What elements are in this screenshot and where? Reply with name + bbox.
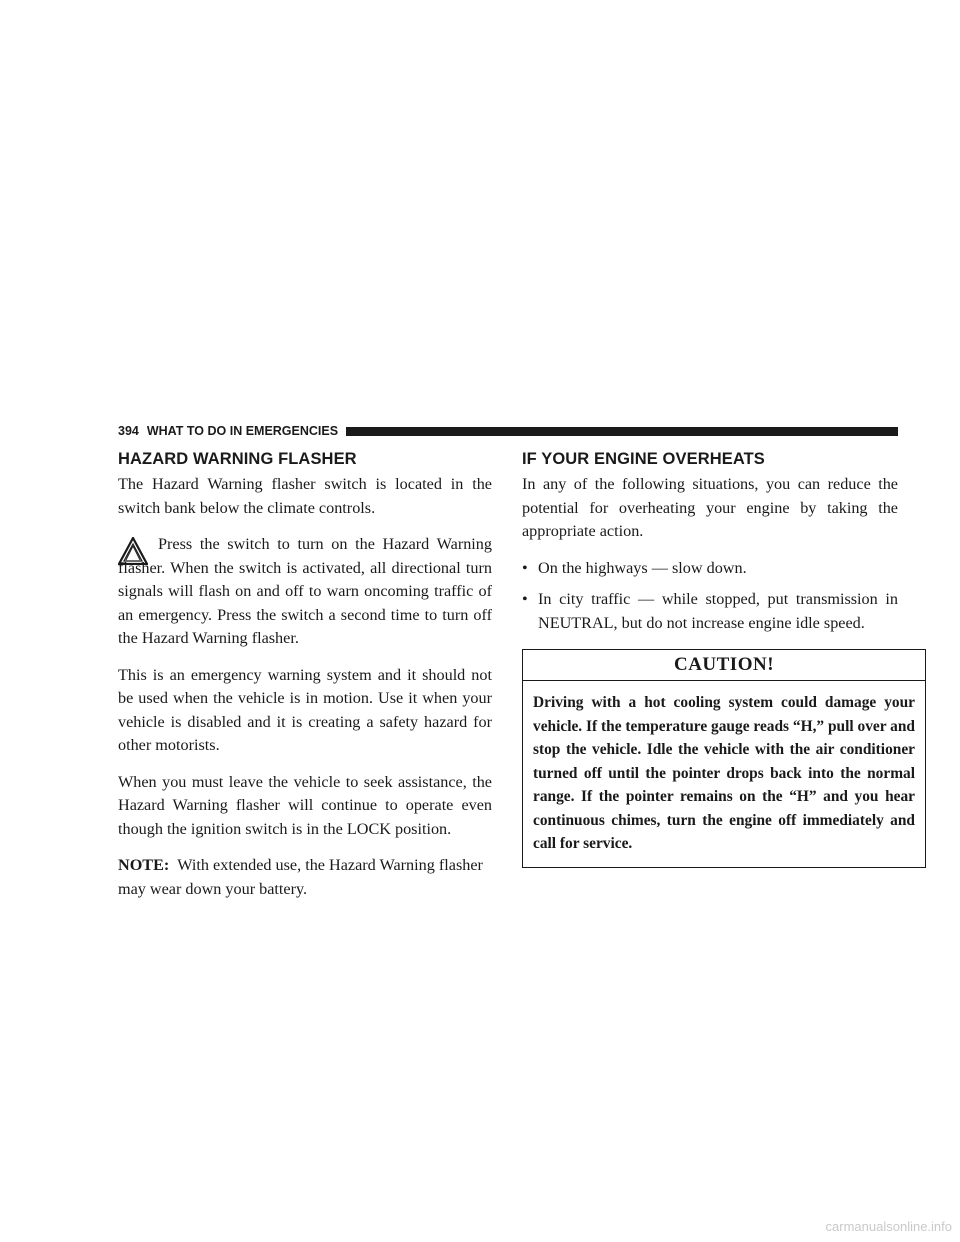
caution-box (522, 649, 926, 868)
caution-title: CAUTION! (523, 650, 925, 681)
caution-text: Driving with a hot cooling system could damage your vehicle. If the temperature gauge reads “H,” pull over and stop the vehicle. Idle the vehicle with the air conditioner turned off until the pointer drops back into the normal range. If the pointer remains on the “H” and you hear continuous chimes, turn the engine off immediately and call for service. (533, 694, 915, 852)
page-number: 394 (118, 424, 139, 438)
list-item: • In city traffic — while stopped, put transmission in NEUTRAL, but do not increase engine idle speed. (522, 590, 898, 632)
hazard-flasher-heading: HAZARD WARNING FLASHER (118, 450, 357, 468)
warning-triangle-icon (118, 537, 148, 565)
note-text: With extended use, the Hazard Warning flasher may wear down your battery. (118, 856, 483, 898)
hazard-warning-block (118, 533, 492, 651)
hazard-usage-paragraph: Press the switch to turn on the Hazard Warning flasher. When the switch is activated, all directional turn signals will flash on and off to warn oncoming traffic of an emergency. Press the switch a second time to turn off the Hazard Warning flasher. (118, 535, 492, 647)
page-header (118, 423, 898, 439)
list-item: • On the highways — slow down. (522, 557, 898, 581)
left-column (118, 450, 492, 914)
overheat-intro-paragraph: In any of the following situations, you can reduce the potential for overheating your engine by taking the appropriate action. (522, 475, 898, 540)
overheat-bullet-list (522, 557, 898, 636)
overheat-heading: IF YOUR ENGINE OVERHEATS (522, 450, 765, 468)
bullet-icon: • (522, 558, 528, 577)
header-rule (346, 427, 898, 436)
hazard-system-paragraph: This is an emergency warning system and it should not be used when the vehicle is in motion. Use it when your vehicle is disabled and it is creating a safety hazard for other motorists. (118, 665, 492, 754)
section-title: WHAT TO DO IN EMERGENCIES (146, 424, 339, 438)
hazard-note (118, 854, 492, 901)
bullet-icon: • (522, 590, 528, 608)
hazard-leave-vehicle-paragraph: When you must leave the vehicle to seek assistance, the Hazard Warning flasher will continue to operate even though the ignition switch is in the LOCK position. (118, 772, 492, 838)
watermark: carmanualsonline.info (825, 1219, 952, 1234)
hazard-intro-paragraph: The Hazard Warning flasher switch is located in the switch bank below the climate controls. (118, 475, 492, 517)
note-label: NOTE: (118, 856, 170, 874)
right-column (522, 450, 915, 868)
